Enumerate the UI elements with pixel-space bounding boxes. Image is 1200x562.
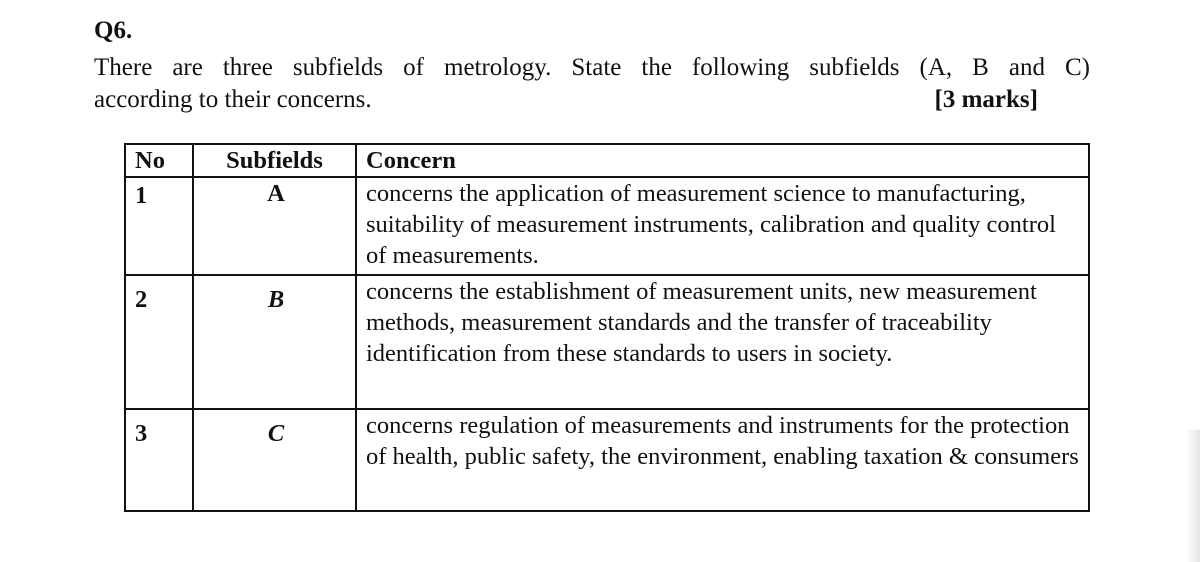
subfield-cell: C	[193, 409, 356, 511]
subfields-table	[124, 143, 1090, 512]
question-line-1: There are three subfields of metrology. State the following subfields (A, B and C)	[94, 54, 1090, 81]
subfield-cell: A	[193, 177, 356, 275]
table-row	[125, 275, 1089, 409]
header-no: No	[125, 144, 193, 177]
table-header-row	[125, 144, 1089, 177]
row-number: 1	[125, 177, 193, 275]
row-number: 2	[125, 275, 193, 409]
concern-cell: concerns regulation of measurements and instruments for the protection of health, public safety, the environment, enabling taxation & consumers	[356, 409, 1089, 511]
question-text	[94, 52, 1090, 116]
question-line-2-row	[94, 84, 1038, 116]
table-row	[125, 409, 1089, 511]
concern-cell: concerns the application of measurement science to manufacturing, suitability of measurement instruments, calibration and quality control of measurements.	[356, 177, 1089, 275]
marks-label: [3 marks]	[934, 86, 1038, 113]
row-number: 3	[125, 409, 193, 511]
question-number: Q6.	[94, 17, 133, 44]
concern-cell: concerns the establishment of measurement units, new measurement methods, measurement standards and the transfer of traceability identification from these standards to users in society.	[356, 275, 1089, 409]
header-subfields: Subfields	[193, 144, 356, 177]
subfield-cell: B	[193, 275, 356, 409]
question-line-2: according to their concerns.	[94, 86, 372, 113]
table-row	[125, 177, 1089, 275]
page-edge-shadow	[1186, 430, 1200, 562]
header-concern: Concern	[356, 144, 1089, 177]
